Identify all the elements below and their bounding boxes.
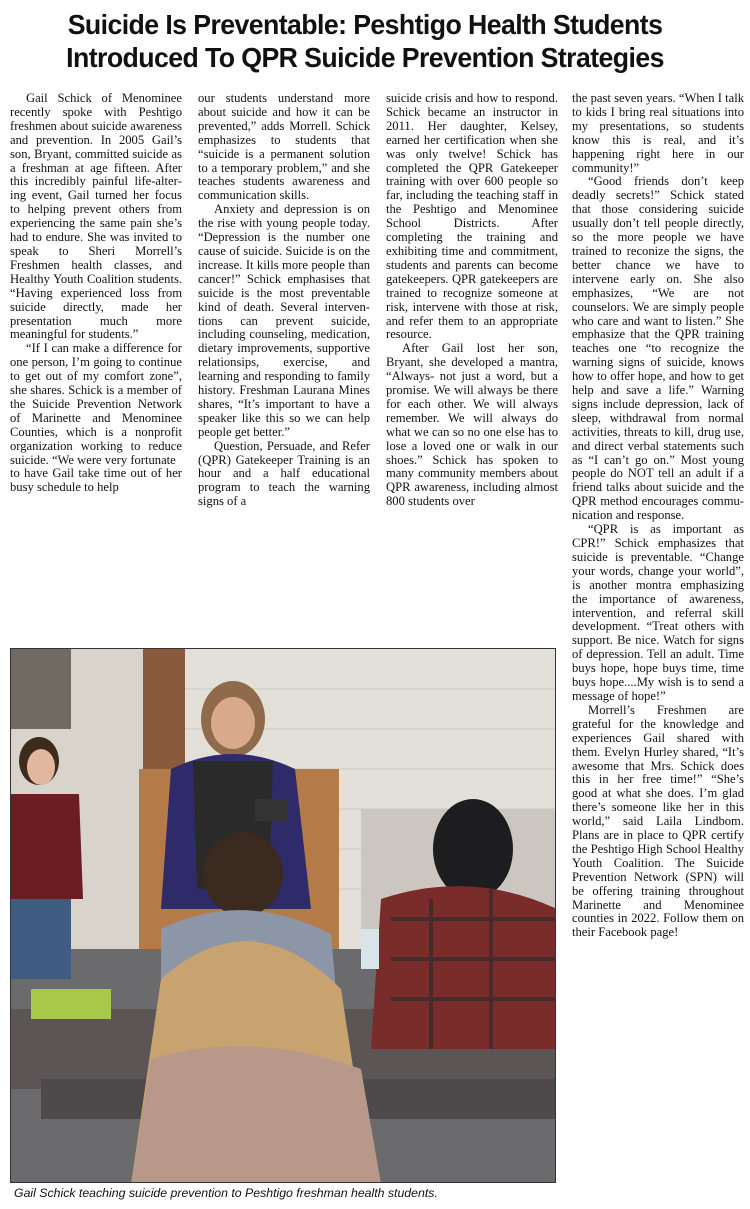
classroom-photo xyxy=(10,648,556,1183)
article-column-1 xyxy=(10,92,182,644)
photo-caption: Gail Schick teaching suicide prevention to Peshtigo freshman health students. xyxy=(14,1186,438,1200)
article-column-3 xyxy=(386,92,558,644)
headline-line-2: Introduced To QPR Suicide Prevention Strategies xyxy=(66,42,664,73)
paragraph: Morrell’s Freshmen are grateful for the knowledge and experiences Gail shared with them. Evelyn Hurley shared, “It’s awesome that Mrs. Schick does this in her free time!” “She’s good at what she does. I’m glad there’s someone like her in this world,” said Laila Lindbom. Plans are in place to QPR certify the Peshtigo High School Healthy Youth Coalition. The Suicide Prevention Network (SPN) will be offering training throughout Marinette and Menominee counties in 2022. Follow them on their Facebook page! xyxy=(572,702,744,940)
paragraph: After Gail lost her son, Bryant, she developed a mantra, “Always- not just a word, but a promise. We will always be there for each other. We will always remember. We will always do what we can so no one else has to lose a loved one or walk in our shoes.” Schick has spoken to many community members about QPR awareness, including almost 800 students over xyxy=(386,341,558,509)
paragraph: Question, Persuade, and Refer (QPR) Gatekeeper Training is an hour and a half educational program to teach the warning signs of a xyxy=(198,438,370,509)
article-headline xyxy=(10,8,720,74)
paragraph-continued: our students understand more about suicide and how it can be prevented,” adds Morrell. Schick emphasizes to students that “suicide is a permanent solution to a temporary problem,” and she teaches students awareness and communication skills. xyxy=(198,91,370,203)
article-column-2 xyxy=(198,92,370,644)
paragraph: “QPR is as important as CPR!” Schick emphasizes that suicide is preventable. “Change your words, change your world”, is another montra emphasizing the importance of awareness, intervention, and referral skill development. “Treat others with support. Be nice. Watch for signs of depression. Tell an adult. Time buys hope, hope buys time, time buys hope....My wish is to send a message of hope!” xyxy=(572,522,744,703)
paragraph: Anxiety and depression is on the rise with young people today. “Depression is the number one cause of suicide. Suicide is on the increase. It kills more people than cancer!” Schick emphasises that suicide is the most preventable kind of death. Several interventions can prevent suicide, including counseling, medication, dietary improvements, supportive relationsips, exercise, and learning and responding to family history. Freshman Laurana Mines shares, “It’s important to have a speaker like this so we can help people get better.” xyxy=(198,202,370,439)
article-column-4 xyxy=(572,92,744,1204)
paragraph: “If I can make a difference for one person, I’m going to continue to get out of my comfort zone”, she shares. Schick is a member of the Suicide Prevention Network of Marinette and Menominee Counties, which is a nonprofit organization working to reduce suicide. “We were very fortunate xyxy=(10,341,182,467)
paragraph-continued: to have Gail take time out of her busy schedule to help xyxy=(10,466,182,495)
paragraph: Gail Schick of Menominee recently spoke with Peshtigo freshmen about suicide awareness and prevention. In 2005 Gail’s son, Bryant, committed suicide as a freshman at age fifteen. After this incredibly painful life-altering event, Gail turned her focus to helping prevent others from experiencing the same pain she’s had to endure. She was invited to speak to Sheri Morrell’s Freshmen health classes, and Healthy Youth Coalition students. “Having experienced loss from suicide directly, made her presentation much more meaningful for students.” xyxy=(10,91,182,342)
paragraph-continued: the past seven years. “When I talk to kids I bring real situations into my presentations, so students know this is real, and it’s happening right here in our community!” xyxy=(572,91,744,175)
paragraph-continued: suicide crisis and how to respond. Schick became an instructor in 2011. Her daughter, Kelsey, earned her certification when she was only twelve! Schick has completed the QPR Gatekeeper training with over 600 people so far, including the teaching staff in the Peshtigo and Menominee School Districts. After completing the training and exhibiting time and commitment, students and parents can become gatekeepers. QPR gatekeepers are trained to recognize someone at risk, intervene with those at risk, and refer them to an appropriate resource. xyxy=(386,91,558,342)
paragraph: “Good friends don’t keep deadly secrets!” Schick stated that those considering suicide usually don’t tell people directly, so the more people we have trained to reconize the signs, the better chance we have to intervene early on. She also emphasizes, “We are not counselors. We are simply people who care and want to listen.” She emphasize that the QPR training teaches one “to recognize the warning signs of suicide, knows how to offer hope, and how to get help and save a life.” Warning signs include depression, lack of sleep, withdrawal from normal activities, threats to kill, drug use, and direct verbal statements such as “I can’t go on.” Most young people do NOT tell an adult if a friend talks about suicide and the QPR method encourages communication and response. xyxy=(572,174,744,523)
headline-line-1: Suicide Is Preventable: Peshtigo Health Students xyxy=(67,9,663,40)
